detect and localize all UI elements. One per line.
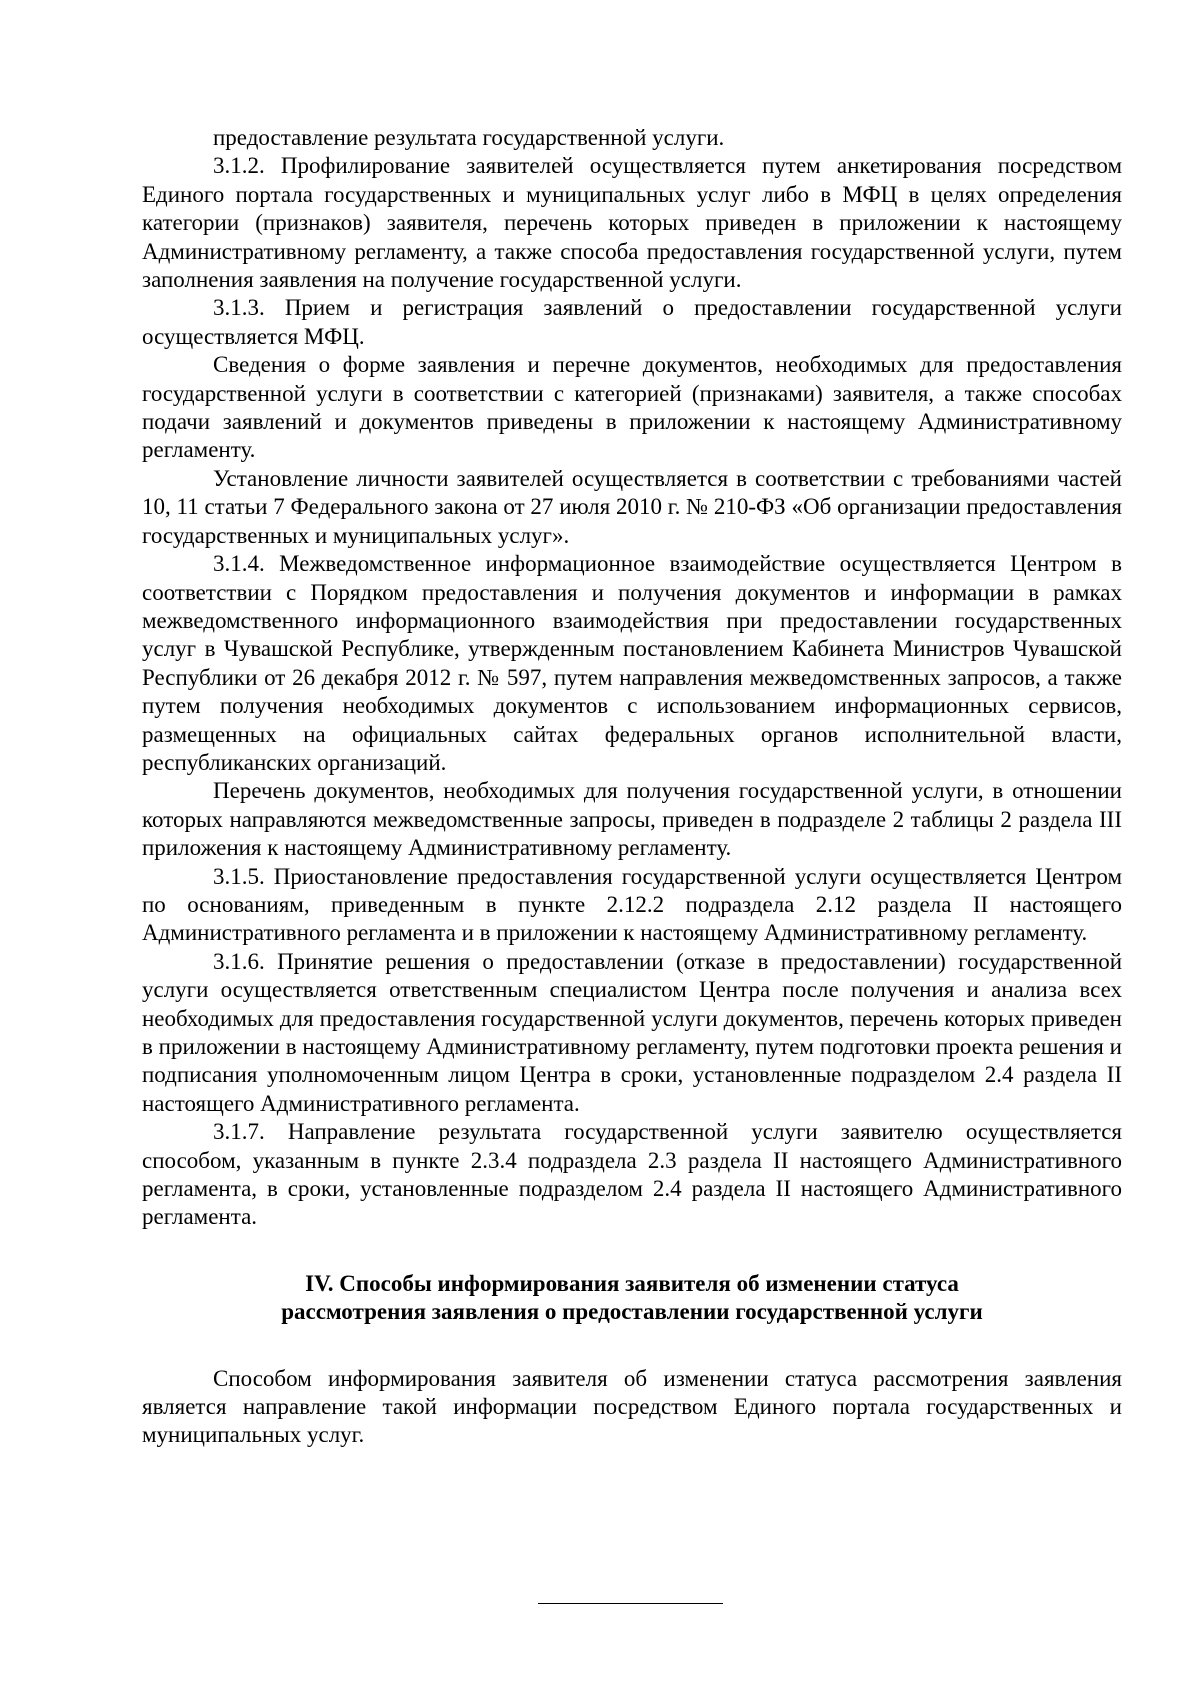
section-heading — [142, 1270, 1122, 1327]
paragraph-form-info: Сведения о форме заявления и перечне документов, необходимых для предоставления государственной услуги в соответствии с категорией (признаками) заявителя, а также способах подачи заявлений и документов приведены в приложении к настоящему Административному регламенту. — [142, 352, 1122, 463]
section-heading-line-2: рассмотрения заявления о предоставлении государственной услуги — [281, 1299, 983, 1325]
document-page — [142, 124, 1122, 1450]
section-heading-line-1: IV. Способы информирования заявителя об изменении статуса — [305, 1270, 959, 1296]
paragraph-3-1-4: 3.1.4. Межведомственное информационное взаимодействие осуществляется Центром в соответствии с Порядком предоставления и получения документов и информации в рамках межведомственного информационного взаимодействия при предоставлении государственных услуг в Чувашской Республике, утвержденным постановлением Кабинета Министров Чувашской Республики от 26 декабря 2012 г. № 597, путем направления межведомственных запросов, а также путем получения необходимых документов с использованием информационных сервисов, размещенных на официальных сайтах федеральных органов исполнительной власти, республиканских организаций. — [142, 551, 1122, 775]
paragraph-3-1-5: 3.1.5. Приостановление предоставления государственной услуги осуществляется Центром по основаниям, приведенным в пункте 2.12.2 подраздела 2.12 раздела II настоящего Административного регламента и в приложении к настоящему Административному регламенту. — [142, 863, 1122, 946]
paragraph-3-1-2: 3.1.2. Профилирование заявителей осуществляется путем анкетирования посредством Единого портала государственных и муниципальных услуг либо в МФЦ в целях определения категории (признаков) заявителя, перечень которых приведен в приложении к настоящему Административному регламенту, а также способа предоставления государственной услуги, путем заполнения заявления на получение государственной услуги. — [142, 153, 1122, 293]
paragraph-result-delivery: предоставление результата государственной услуги. — [213, 125, 725, 150]
end-separator-line — [538, 1603, 723, 1604]
paragraph-documents-list: Перечень документов, необходимых для получения государственной услуги, в отношении которых направляются межведомственные запросы, приведен в подразделе 2 таблицы 2 раздела III приложения к настоящему Административному регламенту. — [142, 778, 1122, 861]
paragraph-identity: Установление личности заявителей осуществляется в соответствии с требованиями частей 10, 11 статьи 7 Федерального закона от 27 июля 2010 г. № 210-ФЗ «Об организации предоставления государственных и муниципальных услуг». — [142, 465, 1122, 548]
paragraph-3-1-6: 3.1.6. Принятие решения о предоставлении (отказе в предоставлении) государственной услуги осуществляется ответственным специалистом Центра после получения и анализа всех необходимых для предоставления государственной услуги документов, перечень которых приведен в приложении в настоящему Административному регламенту, путем подготовки проекта решения и подписания уполномоченным лицом Центра в сроки, установленные подразделом 2.4 раздела II настоящего Административного регламента. — [142, 948, 1122, 1116]
paragraph-3-1-3: 3.1.3. Прием и регистрация заявлений о предоставлении государственной услуги осуществляется МФЦ. — [142, 295, 1122, 349]
paragraph-status-info: Способом информирования заявителя об изменении статуса рассмотрения заявления является направление такой информации посредством Единого портала государственных и муниципальных услуг. — [142, 1365, 1122, 1448]
paragraph-3-1-7: 3.1.7. Направление результата государственной услуги заявителю осуществляется способом, указанным в пункте 2.3.4 подраздела 2.3 раздела II настоящего Административного регламента, в сроки, установленные подразделом 2.4 раздела II настоящего Административного регламента. — [142, 1119, 1122, 1230]
